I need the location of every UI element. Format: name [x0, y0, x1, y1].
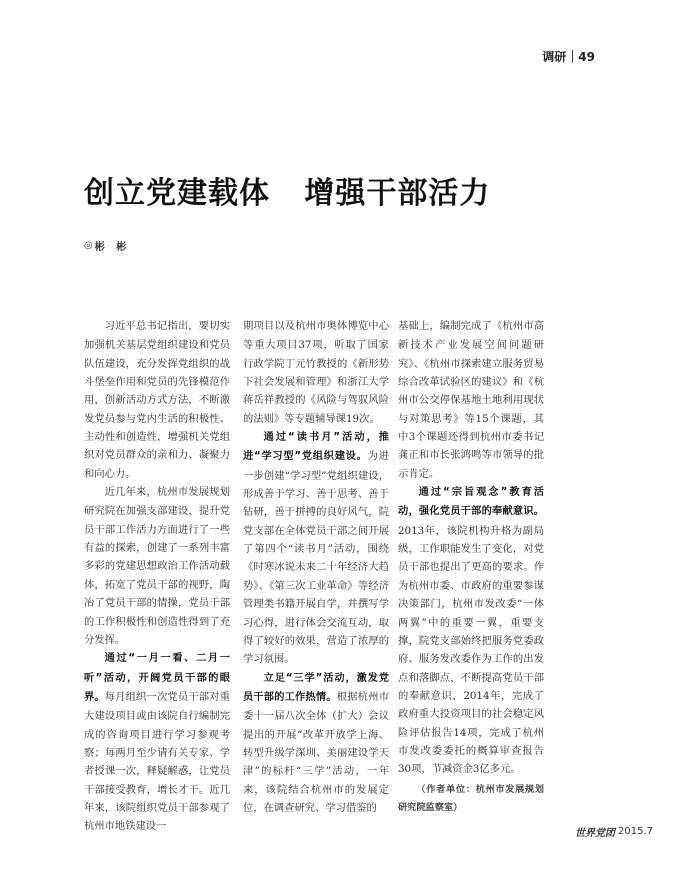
paragraph: 近几年来，杭州市发展规划研究院在加强支部建设，提升党员干部工作活力方面进行了一些有益的探索，创建了一系列丰富多彩的党建思想政治工作活动载体，拓宽了党员干部的视野，陶冶了党员干部的情操，党员干部的工作积极性和创造性得到了充分发挥。 — [84, 486, 230, 646]
paragraph: 期项目以及杭州市奥体博览中心等重大项目37项，听取了国家行政学院丁元竹教授的《新形势下社会发展和管理》和浙江大学蒋岳祥教授的《风险与驾驭风险的法则》等专题辅导课19次。 — [243, 320, 389, 425]
section-label: 调研 — [542, 50, 567, 64]
paragraph-heading: 立足“三学”活动，激发党员干部的工作热情。 — [243, 672, 389, 703]
author-affiliation: （作者单位：杭州市发展规划研究院监察室） — [398, 783, 544, 813]
paragraph: 通过“宗旨观念”教育活动，强化党员干部的奉献意识。2013年，该院机构升格为副局级，工作职能发生了变化，对党员干部也提出了更高的要求。作为杭州市委、市政府的重要参谋决策部门，杭州市发改委“一体两翼”中的重要一翼，重要支撑，院党支部始终把服务党委政府、服务发改委作为工作的出发点和落脚点，不断提高党员干部的奉献意识，2014年，完成了政府重大投资项目的社会稳定风险评估报告14项，完成了杭州市发改委委托的概算审查报告30项，节减资金3亿多元。 — [398, 487, 544, 776]
page-number: 49 — [578, 49, 595, 64]
author-name: 彬 彬 — [94, 242, 131, 253]
author-mark: ◎ — [84, 240, 93, 251]
paragraph-heading: 通过“宗旨观念”教育活动，强化党员干部的奉献意识。 — [398, 487, 544, 518]
paragraph-heading: 通过“一月一看、二月一听”活动，开阔党员干部的眼界。 — [84, 653, 230, 703]
paragraph: 通过“读书月”活动，推进“学习型”党组织建设。为进一步创建“学习型”党组织建设，形成善于学习、善于思考、善于钻研，善于拼搏的良好风气，院党支部在全体党员干部之间开展了第四个“读书月”活动，围绕《时寒冰说未来二十年经济大趋势》、《第三次工业革命》等经济管理类书籍开展自学，并撰写学习心得，进行体会交流互动，取得了较好的效果，营造了浓厚的学习氛围。 — [243, 432, 390, 666]
issue-number: 2015.7 — [618, 826, 653, 837]
paragraph-heading: 通过“读书月”活动，推进“学习型”党组织建设。 — [243, 432, 389, 463]
paragraph: 立足“三学”活动，激发党员干部的工作热情。根据杭州市委十一届八次全体（扩大）会议提出的开展“改革开放学上海、转型升级学深圳、美丽建设学天津”的标杆“三学”活动，一年来，该院结合杭州市的发展定位，在调查研究、学习借鉴的 — [243, 672, 390, 814]
author-line — [84, 238, 130, 253]
text-column-1 — [84, 317, 230, 836]
paragraph: 基础上，编制完成了《杭州市高新技术产业发展空间问题研究》、《杭州市探索建立服务贸易综合改革试验区的建议》和《杭州市公交停保基地土地利用现状与对策思考》等15个课题，其中3个课题还得到杭州市委书记龚正和市长张鸿鸣等市领导的批示肯定。 — [398, 320, 544, 480]
magazine-logo: 世界党团 — [575, 828, 615, 839]
text-column-2 — [243, 317, 389, 817]
header-divider — [572, 50, 573, 63]
paragraph: 习近平总书记指出，要切实加强机关基层党组织建设和党员队伍建设，充分发挥党组织的战斗堡垒作用和党员的先锋模范作用，创新活动方式方法，不断激发党员参与党内生活的积极性、主动性和创造性，增强机关党组织对党员群众的亲和力、凝聚力和向心力。 — [84, 320, 230, 480]
text-column-3 — [398, 317, 544, 817]
paragraph: 通过“一月一看、二月一听”活动，开阔党员干部的眼界。每月组织一次党员干部对重大建设项目或由该院自行编制完成的咨询项目进行学习参观考察；每两月至少请有关专家、学者授课一次，释疑解惑，让党员干部接受教育，增长才干。近几年来，该院组织党员干部参观了杭州市地铁建设一 — [84, 653, 231, 833]
page-header — [542, 48, 595, 65]
article-title: 创立党建载体 增强干部活力 — [84, 176, 491, 211]
page-footer — [575, 824, 653, 839]
